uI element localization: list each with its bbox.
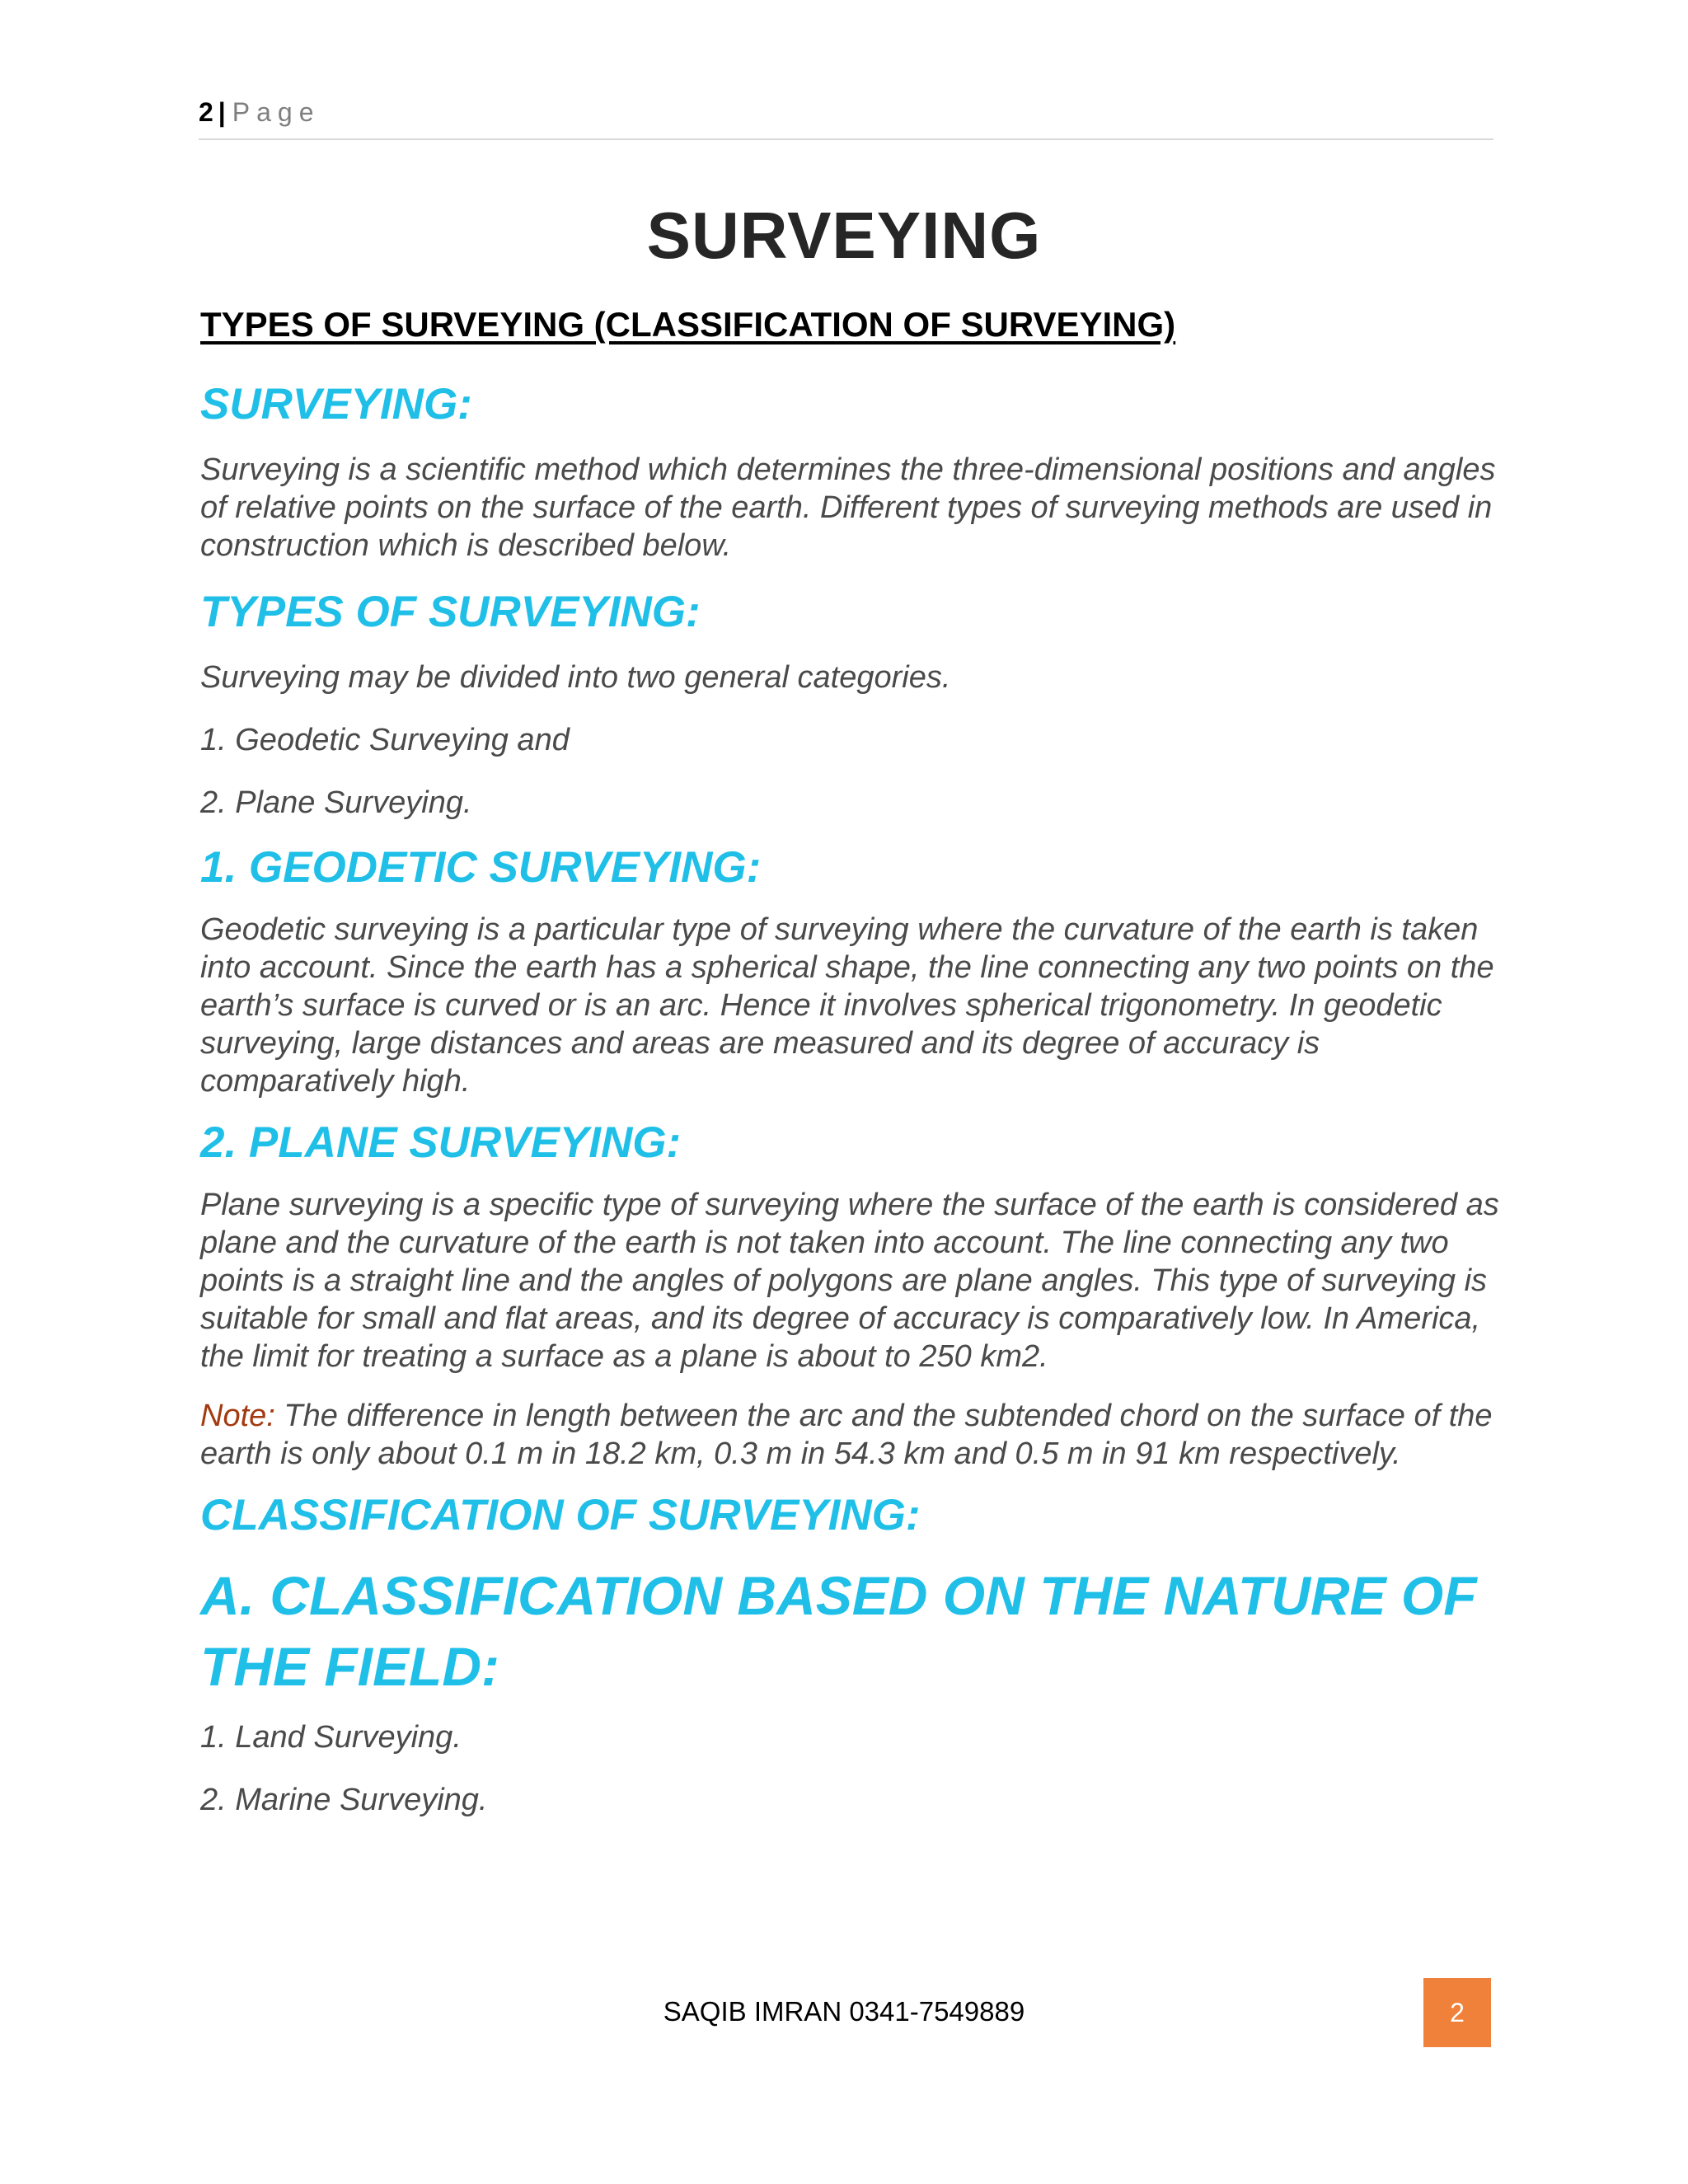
list-item-land: 1. Land Surveying. — [200, 1720, 462, 1755]
paragraph-geodetic: Geodetic surveying is a particular type of surveying where the curvature of the earth is taken into account. Since the earth has a spherical shape, the line connecting any two points on the earth’s surface is curved or is an arc. Hence it involves spherical trigonometry. In geodetic surveying, large distances and areas are measured and its degree of accuracy is comparatively high. — [200, 912, 1494, 1099]
header-page-number: 2 — [199, 97, 213, 127]
paragraph-types-intro: Surveying may be divided into two general categories. — [200, 660, 951, 695]
document-title: SURVEYING — [646, 199, 1042, 272]
heading-geodetic: 1. GEODETIC SURVEYING: — [200, 843, 762, 892]
paragraph-plane: Plane surveying is a specific type of surveying where the surface of the earth is considered as plane and the curvature of the earth is not taken into account. The line connecting any two points is a straight line and the angles of polygons are plane angles. This type of surveying is suitable for small and flat areas, and its degree of accuracy is comparatively low. In America, the limit for treating a surface as a plane is about to 250 km2. — [200, 1188, 1499, 1374]
heading-types: TYPES OF SURVEYING: — [200, 588, 701, 636]
list-item-geodetic: 1. Geodetic Surveying and — [200, 723, 570, 757]
header-page-word: Page — [232, 97, 321, 127]
page-header — [199, 97, 1493, 140]
paragraph-surveying: Surveying is a scientific method which determines the three-dimensional positions and angles of relative points on the surface of the earth. Different types of surveying methods are used in construction which is described below. — [200, 452, 1496, 563]
list-item-plane: 2. Plane Surveying. — [200, 785, 472, 820]
heading-classification-nature: A. CLASSIFICATION BASED ON THE NATURE OF THE FIELD: — [200, 1565, 1477, 1697]
footer-author: SAQIB IMRAN 0341-7549889 — [663, 1996, 1025, 2027]
footer-page-box — [1423, 1978, 1491, 2047]
document-subtitle: TYPES OF SURVEYING (CLASSIFICATION OF SURVEYING) — [200, 305, 1176, 344]
heading-surveying: SURVEYING: — [200, 380, 472, 429]
header-separator: | — [218, 97, 226, 127]
heading-classification: CLASSIFICATION OF SURVEYING: — [200, 1491, 921, 1540]
note-text: The difference in length between the arc and the subtended chord on the surface of the earth is only about 0.1 m in 18.2 km, 0.3 m in 54.3 km and 0.5 m in 91 km respectively. — [200, 1399, 1493, 1471]
note-paragraph — [200, 1397, 1503, 1473]
note-label: Note — [200, 1399, 267, 1433]
list-item-marine: 2. Marine Surveying. — [200, 1783, 488, 1817]
heading-plane: 2. PLANE SURVEYING: — [200, 1118, 682, 1167]
footer-page-number: 2 — [1450, 1997, 1465, 2027]
document-body — [200, 375, 1503, 1819]
note-colon: : — [266, 1399, 275, 1433]
